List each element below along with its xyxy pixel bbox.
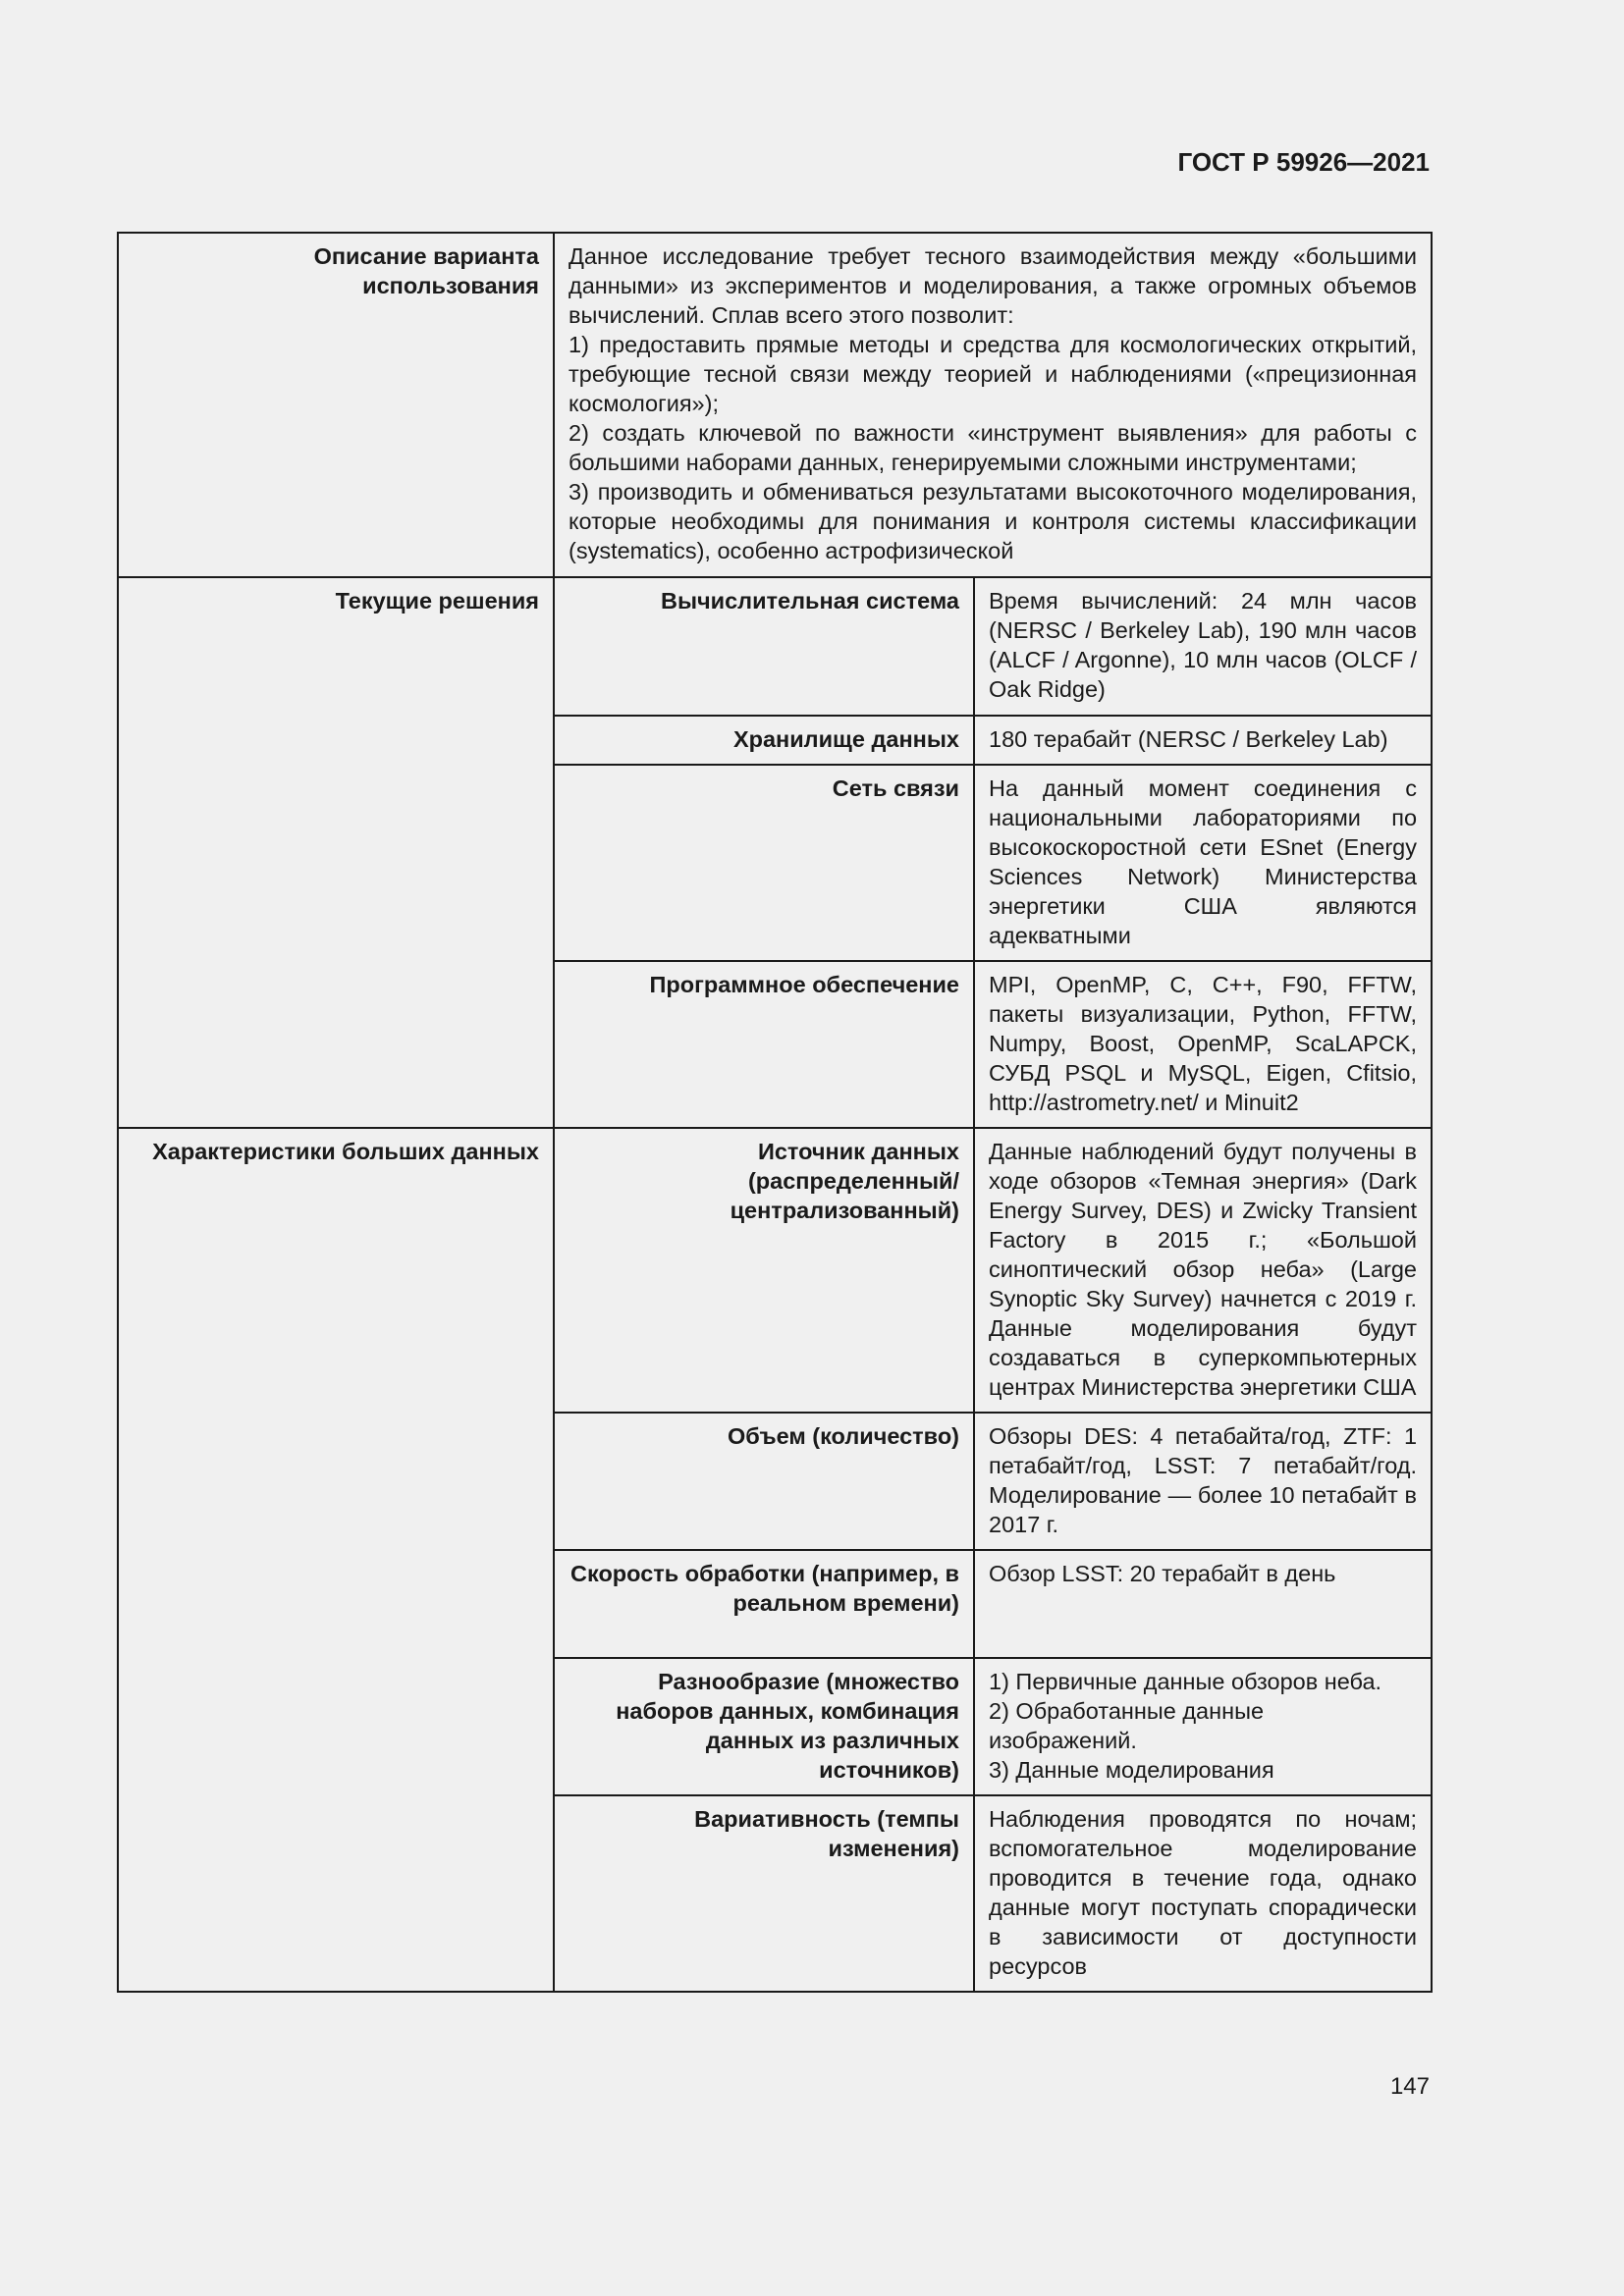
row-label: Вариативность (темпы изменения) bbox=[554, 1795, 974, 1992]
list-item: 1) Первичные данные обзоров неба. bbox=[989, 1669, 1382, 1694]
document-header: ГОСТ Р 59926—2021 bbox=[1177, 147, 1430, 177]
row-value bbox=[974, 1658, 1432, 1795]
list-item: 2) Обработанные данные изображений. bbox=[989, 1698, 1265, 1753]
row-value: Данные наблюдений будут получены в ходе обзоров «Темная энергия» (Dark Energy Survey, DES) и Zwicky Transient Factory в 2015 г.; «Большой синоптический обзор неба» (Large Synoptic Sky Survey) начнется с 2019 г. Данные моделирования будут создаваться в суперкомпьютерных центрах Министерства энергетики США bbox=[974, 1128, 1432, 1413]
row-label: Скорость обработки (например, в реальном времени) bbox=[554, 1550, 974, 1658]
row-value: 180 терабайт (NERSC / Berkeley Lab) bbox=[974, 716, 1432, 765]
use-case-item-2: 2) создать ключевой по важности «инструмент выявления» для работы с большими наборами данных, генерируемыми сложными инструментами; bbox=[568, 420, 1418, 475]
row-value: Обзор LSST: 20 терабайт в день bbox=[974, 1550, 1432, 1658]
row-label: Объем (количество) bbox=[554, 1413, 974, 1550]
row-label: Разнообразие (множество наборов данных, комбинация данных из различных источников) bbox=[554, 1658, 974, 1795]
page-number: 147 bbox=[1389, 2073, 1430, 2100]
big-data-label: Характеристики больших данных bbox=[118, 1128, 554, 1992]
list-item: 3) Данные моделирования bbox=[989, 1757, 1274, 1783]
table-row bbox=[118, 577, 1432, 716]
row-value: Обзоры DES: 4 петабайта/год, ZTF: 1 петабайт/год, LSST: 7 петабайт/год. Моделирование — более 10 петабайт в 2017 г. bbox=[974, 1413, 1432, 1550]
row-value: MPI, OpenMP, C, C++, F90, FFTW, пакеты визуализации, Python, FFTW, Numpy, Boost, OpenMP, ScaLAPCK, СУБД PSQL и MySQL, Eigen, Cfitsio, http://astrometry.net/ и Minuit2 bbox=[974, 961, 1432, 1128]
row-label: Вычислительная система bbox=[554, 577, 974, 716]
current-solutions-label: Текущие решения bbox=[118, 577, 554, 1128]
table-row bbox=[118, 1128, 1432, 1413]
row-value: Время вычислений: 24 млн часов (NERSC / Berkeley Lab), 190 млн часов (ALCF / Argonne), 10 млн часов (OLCF / Oak Ridge) bbox=[974, 577, 1432, 716]
use-case-intro: Данное исследование требует тесного взаимодействия между «большими данными» из экспериментов и моделирования, а также огромных объемов вычислений. Сплав всего этого позволит: bbox=[568, 243, 1418, 328]
row-value: Наблюдения проводятся по ночам; вспомогательное моделирование проводится в течение года, однако данные могут поступать спорадически в зависимости от доступности ресурсов bbox=[974, 1795, 1432, 1992]
use-case-item-1: 1) предоставить прямые методы и средства для космологических открытий, требующие тесной связи между теорией и наблюдениями («прецизионная космология»); bbox=[568, 332, 1418, 416]
row-label: Источник данных (распределенный/ централизованный) bbox=[554, 1128, 974, 1413]
row-value: На данный момент соединения с национальными лабораториями по высокоскоростной сети ESnet (Energy Sciences Network) Министерства энергетики США являются адекватными bbox=[974, 765, 1432, 961]
use-case-label: Описание варианта использования bbox=[118, 233, 554, 577]
use-case-row bbox=[118, 233, 1432, 577]
use-case-item-3: 3) производить и обмениваться результатами высокоточного моделирования, которые необходимы для понимания и контроля системы классификации (systematics), особенно астрофизической bbox=[568, 479, 1418, 563]
use-case-table bbox=[117, 232, 1433, 1993]
row-label: Программное обеспечение bbox=[554, 961, 974, 1128]
use-case-description bbox=[554, 233, 1432, 577]
row-label: Сеть связи bbox=[554, 765, 974, 961]
row-label: Хранилище данных bbox=[554, 716, 974, 765]
